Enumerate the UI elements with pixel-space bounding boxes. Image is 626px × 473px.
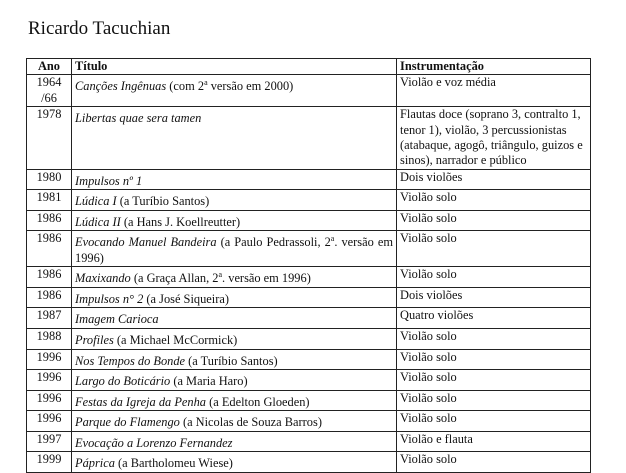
cell-ano: 1996 [27, 349, 72, 370]
table-row [27, 210, 591, 231]
table-row [27, 370, 591, 391]
work-note: (a Michael McCormick) [113, 333, 238, 348]
cell-instrumentacao: Violão solo [397, 349, 591, 370]
cell-ano: 1999 [27, 452, 72, 473]
work-title: Maxixando [75, 271, 131, 286]
table-row [27, 267, 591, 288]
table-header-row [27, 59, 591, 75]
cell-instrumentacao: Dois violões [397, 169, 591, 190]
work-note: (a Nicolas de Souza Barros) [179, 415, 322, 430]
work-note: (a Maria Haro) [170, 374, 248, 389]
work-title: Largo do Boticário [75, 374, 171, 389]
cell-ano: 1978 [27, 107, 72, 170]
table-row [27, 431, 591, 452]
work-note: (com 2 [166, 79, 205, 94]
table-row [27, 452, 591, 473]
table-row [27, 169, 591, 190]
table-row [27, 308, 591, 329]
cell-instrumentacao: Violão solo [397, 411, 591, 432]
work-note: (a Graça Allan, 2 [130, 271, 219, 286]
cell-titulo [72, 349, 397, 370]
work-note: (a Turíbio Santos) [116, 194, 210, 209]
cell-titulo [72, 370, 397, 391]
work-title: Evocação a Lorenzo Fernandez [75, 435, 233, 450]
table-row [27, 287, 591, 308]
cell-instrumentacao: Flautas doce (soprano 3, contralto 1, tenor 1), violão, 3 percussionistas (atabaque, agogô, triângulo, guizos e sinos), narrador e público [397, 107, 591, 170]
cell-ano: 1996 [27, 390, 72, 411]
cell-ano: 1986 [27, 267, 72, 288]
cell-titulo [72, 210, 397, 231]
cell-titulo [72, 267, 397, 288]
table-row [27, 190, 591, 211]
table-row [27, 411, 591, 432]
table-row [27, 390, 591, 411]
header-ano: Ano [27, 59, 72, 75]
work-note-tail: . versão em 1996) [222, 271, 311, 286]
cell-instrumentacao: Violão solo [397, 370, 591, 391]
work-title: Lúdica I [75, 194, 117, 209]
work-title: Nos Tempos do Bonde [75, 353, 186, 368]
cell-ano: 1988 [27, 328, 72, 349]
work-note: (a Bartholomeu Wiese) [114, 456, 233, 471]
work-note-tail: versão em 2000) [207, 79, 294, 94]
work-title: Profiles [75, 333, 114, 348]
cell-ano: 1987 [27, 308, 72, 329]
cell-ano: 1997 [27, 431, 72, 452]
cell-titulo [72, 390, 397, 411]
work-title: Canções Ingênuas [75, 79, 167, 94]
work-note: (a Hans J. Koellreutter) [120, 215, 241, 230]
cell-titulo [72, 107, 397, 170]
work-title: Libertas quae sera tamen [75, 111, 202, 126]
cell-instrumentacao: Violão solo [397, 452, 591, 473]
cell-instrumentacao: Quatro violões [397, 308, 591, 329]
table-row [27, 75, 591, 107]
works-table [26, 58, 591, 473]
ordinal-sup: a [204, 78, 208, 88]
work-title: Imagem Carioca [75, 312, 159, 327]
work-title: Evocando Manuel Bandeira [75, 235, 217, 250]
cell-titulo [72, 75, 397, 107]
cell-titulo [72, 231, 397, 267]
cell-titulo [72, 328, 397, 349]
work-note: (a José Siqueira) [143, 292, 229, 307]
work-note-tail: . versão em 1996) [75, 235, 393, 265]
cell-instrumentacao: Violão solo [397, 190, 591, 211]
work-title: Festas da Igreja da Penha [75, 394, 206, 409]
cell-titulo [72, 169, 397, 190]
header-instrumentacao: Instrumentação [397, 59, 591, 75]
work-note: (a Turíbio Santos) [185, 353, 278, 368]
work-title: Lúdica II [75, 215, 121, 230]
table-row [27, 328, 591, 349]
cell-ano: 1986 [27, 210, 72, 231]
cell-instrumentacao: Violão e flauta [397, 431, 591, 452]
table-row [27, 107, 591, 170]
cell-instrumentacao: Violão e voz média [397, 75, 591, 107]
work-title: Páprica [75, 456, 115, 471]
work-title: Impulsos nº 1 [75, 173, 143, 188]
cell-ano: 1996 [27, 411, 72, 432]
cell-ano: 1981 [27, 190, 72, 211]
work-title: Impulsos n° 2 [75, 292, 144, 307]
work-note: (a Edelton Gloeden) [206, 394, 310, 409]
cell-ano: 1980 [27, 169, 72, 190]
cell-titulo [72, 190, 397, 211]
work-note: (a Paulo Pedrassoli, 2 [216, 235, 331, 250]
cell-ano: 1986 [27, 231, 72, 267]
ordinal-sup: a [218, 270, 223, 280]
cell-ano: 1986 [27, 287, 72, 308]
cell-instrumentacao: Violão solo [397, 390, 591, 411]
table-row [27, 349, 591, 370]
work-title: Parque do Flamengo [75, 415, 180, 430]
cell-instrumentacao: Violão solo [397, 328, 591, 349]
cell-instrumentacao: Violão solo [397, 267, 591, 288]
cell-ano: 1996 [27, 370, 72, 391]
ordinal-sup: a [330, 234, 335, 244]
cell-titulo [72, 308, 397, 329]
cell-titulo [72, 287, 397, 308]
cell-instrumentacao: Violão solo [397, 210, 591, 231]
cell-titulo [72, 452, 397, 473]
table-row [27, 231, 591, 267]
cell-ano: 1964 /66 [27, 75, 72, 107]
cell-titulo [72, 411, 397, 432]
cell-instrumentacao: Dois violões [397, 287, 591, 308]
document-title: Ricardo Tacuchian [28, 18, 171, 39]
cell-instrumentacao: Violão solo [397, 231, 591, 267]
header-titulo: Título [72, 59, 397, 75]
cell-titulo [72, 431, 397, 452]
